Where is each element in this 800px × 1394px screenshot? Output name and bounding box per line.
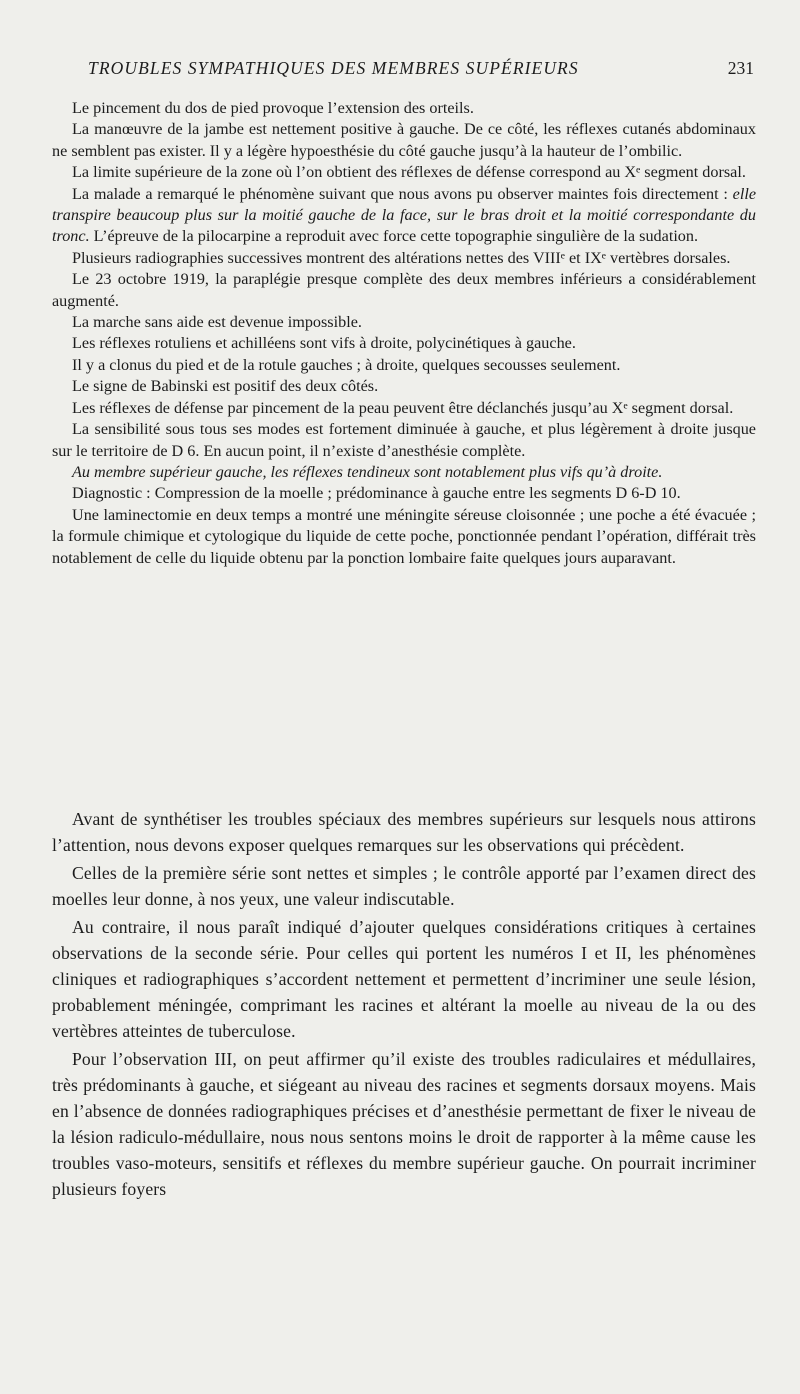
body-paragraph: Au contraire, il nous paraît indiqué d’ajouter quelques considérations critiques à certaines observations de la seconde série. Pour celles qui portent les numéros I et II, les phénomènes cliniques et radiographiques s’accordent nettement et permettent d’incriminer une seule lésion, probablement méningée, comprimant les racines et altérant la moelle au niveau de la ou des vertèbres atteintes de tuberculose. (52, 917, 756, 1041)
case-paragraph: La manœuvre de la jambe est nettement positive à gauche. De ce côté, les réflexes cutanés abdominaux ne semblent pas exister. Il y a légère hypoesthésie du côté gauche jusqu’à la hauteur de l’ombilic. (52, 120, 756, 160)
case-paragraph: Le pincement du dos de pied provoque l’extension des orteils. (72, 99, 474, 117)
case-paragraph: La marche sans aide est devenue impossible. (72, 313, 362, 332)
case-paragraph: Il y a clonus du pied et de la rotule gauches ; à droite, quelques secousses seulement. (72, 355, 621, 374)
case-paragraph (52, 184, 756, 248)
case-paragraph (52, 462, 756, 483)
case-italic-text: elle transpire beaucoup plus sur la moitié gauche de la face, sur le bras droit et la moitié correspondante du tronc. (52, 184, 757, 246)
case-paragraph: Les réflexes rotuliens et achilléens sont vifs à droite, polycinétiques à gauche. (72, 334, 576, 353)
case-paragraph: La limite supérieure de la zone où l’on obtient des réflexes de défense correspond au Xᵉ segment dorsal. (72, 163, 746, 182)
page-number: 231 (727, 58, 754, 78)
case-report-text (52, 98, 756, 569)
case-paragraph: La sensibilité sous tous ses modes est fortement diminuée à gauche, et plus légèrement à droite jusque sur le territoire de D 6. En aucun point, il n’existe d’anesthésie complète. (52, 420, 756, 460)
discussion-text (52, 806, 756, 1204)
body-paragraph: Avant de synthétiser les troubles spéciaux des membres supérieurs sur lesquels nous attirons l’attention, nous devons exposer quelques remarques sur les observations qui précèdent. (52, 809, 756, 855)
case-paragraph: Plusieurs radiographies successives montrent des altérations nettes des VIIIᵉ et IXᵉ vertèbres dorsales. (72, 248, 731, 267)
case-paragraph: Les réflexes de défense par pincement de la peau peuvent être déclanchés jusqu’au Xᵉ segment dorsal. (72, 398, 734, 417)
case-italic-text: Au membre supérieur gauche, les réflexes tendineux sont notablement plus vifs qu’à droite. (72, 462, 663, 481)
case-text: La malade a remarqué le phénomène suivant que nous avons pu observer maintes fois directement : (72, 184, 728, 203)
case-paragraph: Diagnostic : Compression de la moelle ; prédominance à gauche entre les segments D 6-D 10. (72, 484, 681, 503)
case-paragraph: Le 23 octobre 1919, la paraplégie presque complète des deux membres inférieurs a considérablement augmenté. (52, 270, 756, 310)
case-paragraph: Le signe de Babinski est positif des deux côtés. (72, 377, 379, 396)
case-paragraph: Une laminectomie en deux temps a montré une méningite séreuse cloisonnée ; une poche a été évacuée ; la formule chimique et cytologique du liquide de cette poche, ponctionnée pendant l’opération, différait très notablement de celle du liquide obtenu par la ponction lombaire faite quelques jours auparavant. (52, 505, 756, 567)
body-paragraph: Pour l’observation III, on peut affirmer qu’il existe des troubles radiculaires et médullaires, très prédominants à gauche, et siégeant au niveau des racines et segments dorsaux moyens. Mais en l’absence de données radiographiques précises et d’anesthésie permettant de fixer le niveau de la lésion radiculo-médullaire, nous nous sentons moins le droit de rapporter à la même cause les troubles vaso-moteurs, sensitifs et réflexes du membre supérieur gauche. On pourrait incriminer plusieurs foyers (52, 1049, 756, 1199)
case-text: L’épreuve de la pilocarpine a reproduit avec force cette topographie singulière de la sudation. (93, 227, 699, 246)
running-title: TROUBLES SYMPATHIQUES DES MEMBRES SUPÉRIEURS (88, 58, 579, 78)
body-paragraph: Celles de la première série sont nettes et simples ; le contrôle apporté par l’examen direct des moelles leur donne, à nos yeux, une valeur indiscutable. (52, 863, 756, 909)
